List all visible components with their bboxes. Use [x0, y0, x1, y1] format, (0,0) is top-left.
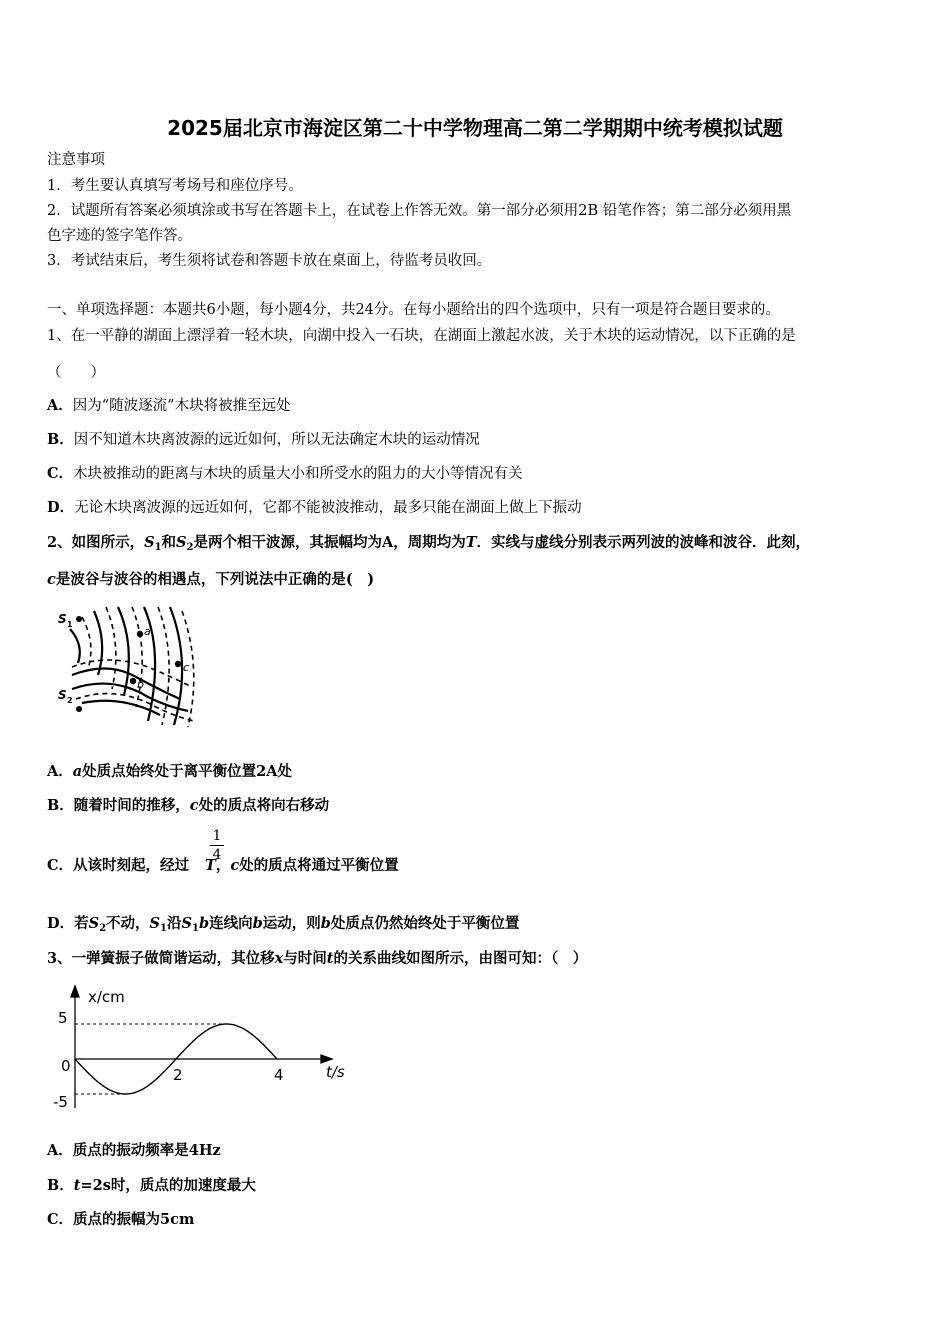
x-tick-4: 4 [274, 1066, 284, 1084]
point-a-label: a [144, 625, 151, 638]
s1-label: S [58, 612, 67, 626]
notice-item-3: 3．考试结束后，考生须将试卷和答题卡放在桌面上，待监考员收回。 [47, 253, 492, 269]
point-c-label: c [183, 661, 190, 674]
x-tick-2: 2 [173, 1066, 183, 1084]
y-axis-label: x/cm [88, 988, 125, 1006]
notice-item-2-cont: 色字迹的签字笔作答。 [47, 228, 192, 244]
section1-heading: 一、单项选择题：本题共6小题，每小题4分，共24分。在每小题给出的四个选项中，只有一项是符合题目要求的。 [47, 302, 780, 318]
s1-sub: 1 [67, 620, 73, 629]
notice-item-2: 2．试题所有答案必须填涂或书写在答题卡上，在试卷上作答无效。第一部分必须用2B 铅笔作答；第二部分必须用黑 [47, 203, 792, 219]
q3-option-a: A．质点的振动频率是4Hz [47, 1142, 221, 1159]
q1-paren: （ ） [47, 365, 105, 381]
x-axis-arrow [321, 1055, 332, 1063]
q2-option-a: A．a处质点始终处于离平衡位置2A处 [47, 763, 293, 780]
x-axis-label: t/s [326, 1063, 345, 1081]
q2-stem-line1: 2、如图所示，$S_1$和$S_2$是两个相干波源，其振幅均为A，周期均为T．实线与虚线分别表示两列波的波峰和波谷．此刻， [47, 534, 811, 553]
wave-interference-figure [52, 603, 204, 729]
q3-option-c: C．质点的振幅为5cm [47, 1211, 195, 1228]
q1-option-a: A．因为“随波逐流”木块将被推至远处 [47, 397, 291, 414]
q1-option-d: D．无论木块离波源的远近如何，它都不能被波推动，最多只能在湖面上做上下振动 [47, 499, 582, 516]
q1-option-c: C．木块被推动的距离与木块的质量大小和所受水的阻力的大小等情况有关 [47, 465, 523, 482]
notice-item-1: 1．考生要认真填写考场号和座位序号。 [47, 178, 303, 194]
page-title: 2025届北京市海淀区第二十中学物理高二第二学期期中统考模拟试题 [167, 116, 783, 140]
s2-label: S [58, 688, 67, 702]
point-b-label: b [137, 678, 144, 691]
q2-stem-line2: c是波谷与波谷的相遇点，下列说法中正确的是( ) [47, 571, 375, 588]
y-tick-5: 5 [58, 1009, 68, 1027]
q3-option-b: B．t=2s时，质点的加速度最大 [47, 1177, 256, 1194]
q1-option-b: B．因不知道木块离波源的远近如何，所以无法确定木块的运动情况 [47, 431, 480, 448]
q2-option-d: D．若$S_2$不动，$S_1$沿$S_1b$连线向b运动，则b处质点仍然始终处于平衡位置 [47, 915, 520, 934]
q2-option-c: C．从该时刻起，经过 T，c处的质点将通过平衡位置 [47, 857, 399, 874]
q2-option-b: B．随着时间的推移，c处的质点将向右移动 [47, 797, 330, 814]
y-tick-0: 0 [61, 1057, 71, 1075]
y-tick-neg5: -5 [53, 1093, 68, 1111]
q3-stem: 3、一弹簧振子做简谐运动，其位移x与时间t的关系曲线如图所示，由图可知：（ ） [47, 950, 588, 967]
q1-stem: 1、在一平静的湖面上漂浮着一轻木块，向湖中投入一石块，在湖面上激起水波，关于木块的运动情况，以下正确的是 [47, 328, 796, 344]
notice-heading: 注意事项 [47, 152, 105, 168]
fraction-one-quarter: 1 4 [210, 828, 224, 863]
y-axis-arrow [71, 986, 79, 997]
displacement-time-graph [48, 983, 358, 1118]
s2-sub: 2 [67, 696, 73, 705]
